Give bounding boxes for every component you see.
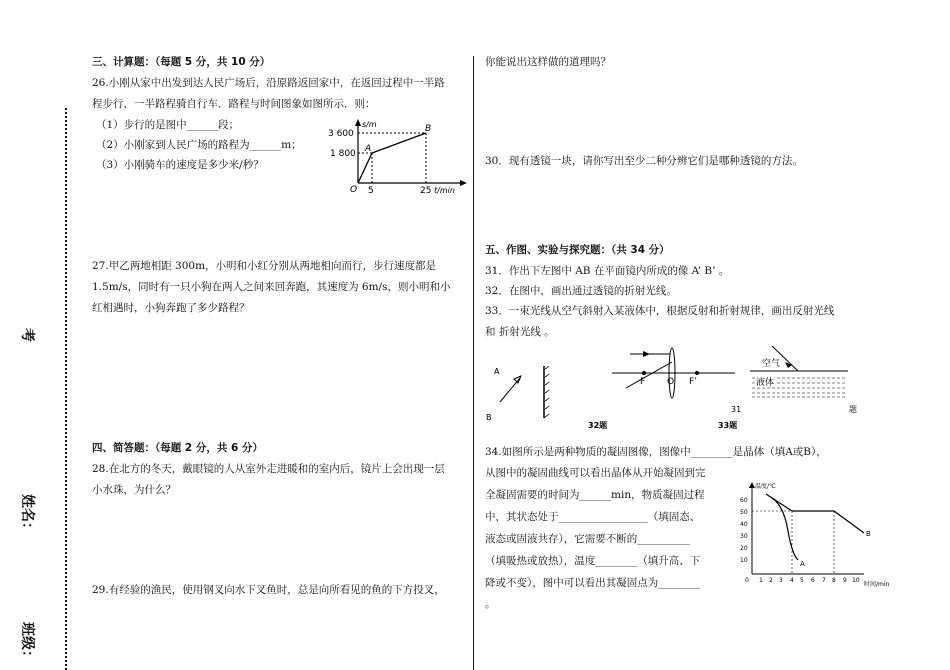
- q34-line7: 降或不变），图中可以看出其凝固点为________: [485, 577, 701, 589]
- fig32-focus-right: [695, 371, 699, 375]
- distance-time-graph: [328, 115, 468, 195]
- graph34-xtick-5: 5: [800, 577, 804, 584]
- graph26-xtick-25: 25: [420, 186, 432, 195]
- graph26-x-arrow: [460, 180, 467, 186]
- q33-line1: 33．一束光线从空气斜射入某液体中，根据反射和折射规律，画出反射光线: [485, 305, 835, 317]
- graph34-xtick-10: 10: [852, 577, 860, 584]
- graph34-label-b: B: [866, 530, 871, 538]
- graph34-xtick-2: 2: [769, 577, 773, 584]
- fig33-label-liquid: 液体: [756, 378, 775, 388]
- fig32-ray-focal: [626, 362, 675, 388]
- graph34-ytick-20: 20: [740, 545, 748, 552]
- fig31-label-a: A: [494, 367, 500, 376]
- caption-q31-num: 31: [731, 405, 742, 414]
- graph34-ytick-60: 60: [740, 497, 748, 504]
- q26-sub2: （2）小刚家到人民广场的路程为______m；: [96, 139, 302, 151]
- graph34-xtick-7: 7: [822, 577, 826, 584]
- graph26-x-label: t/min: [434, 186, 455, 195]
- q30-line1: 30．现有透镜一块，请你写出至少二种分辨它们是哪种透镜的方法。: [485, 155, 803, 167]
- side-label-class: 班级：: [19, 622, 35, 664]
- section-5-title: 五、作图、实验与探究题：（共 34 分）: [485, 244, 670, 256]
- graph26-xtick-5: 5: [368, 186, 374, 195]
- binding-dotted-line: [65, 108, 67, 670]
- fig32-focus-left: [642, 371, 646, 375]
- q29-line2: 你能说出这样做的道理吗？: [485, 56, 611, 68]
- q27-line1: 27.甲乙两地相距 300m，小明和小红分别从两地相向而行，步行速度都是: [92, 260, 437, 272]
- q28-line2: 小水珠，为什么？: [92, 484, 176, 496]
- q31-text: 31．作出下左图中 AB 在平面镜内所成的像 A’ B’ 。: [485, 265, 730, 277]
- side-label-name: 姓名：: [19, 494, 35, 536]
- graph26-ytick-3600: 3 600: [328, 129, 354, 139]
- graph34-xtick-0: 0: [745, 577, 749, 584]
- graph26-ytick-1800: 1 800: [330, 149, 356, 159]
- graph34-ytick-40: 40: [740, 521, 748, 528]
- graph34-ytick-30: 30: [740, 533, 748, 540]
- q26-line1: 26.小刚从家中出发到达人民广场后，沿原路返回家中，在返回过程中一半路: [92, 77, 445, 89]
- q27-line2: 1.5m/s，同时有一只小狗在两人之间来回奔跑，其速度为 6m/s，则小明和小: [92, 281, 451, 293]
- graph26-curve: [358, 133, 426, 183]
- q29-line1: 29.有经验的渔民，使用钢叉向水下叉鱼时，总是向所看见的鱼的下方投叉，: [92, 584, 445, 596]
- caption-q32: 32题: [588, 421, 608, 430]
- caption-q31-word: 题: [849, 405, 857, 414]
- graph34-y-label: 温度/℃: [755, 483, 776, 490]
- column-divider: [473, 56, 474, 670]
- graph26-y-label: s/m: [362, 120, 377, 129]
- q34-line3: 全凝固需要的时间为______min，物质凝固过程: [485, 489, 705, 501]
- fig31-label-b: B: [486, 413, 492, 422]
- graph26-y-arrow: [355, 119, 361, 126]
- optics-figures: [480, 340, 870, 432]
- graph34-xtick-4: 4: [790, 577, 794, 584]
- fig33-ray-arrow: [785, 362, 792, 368]
- graph34-xtick-6: 6: [811, 577, 815, 584]
- q34-line4: 中，其状态处于_________________（填固态、: [485, 511, 701, 523]
- fig32-label-o: O: [667, 377, 675, 387]
- fig32-label-f: F: [640, 377, 646, 387]
- fig33-label-air: 空气: [762, 359, 781, 369]
- q34-line8: 。: [485, 598, 496, 610]
- q32-text: 32．在图中，画出通过透镜的折射光线。: [485, 285, 677, 297]
- q26-sub3: （3）小刚骑车的速度是多少米/秒？: [96, 159, 264, 171]
- graph34-ytick-50: 50: [740, 509, 748, 516]
- graph34-x-label: 时间/min: [864, 581, 890, 588]
- q26-line2: 程步行，一半路程骑自行车．路程与时间图象如图所示．则：: [92, 98, 376, 110]
- graph34-curve-b: [766, 494, 864, 533]
- graph34-label-a: A: [800, 560, 805, 568]
- q33-line2: 和 折射光线 。: [485, 326, 555, 338]
- graph26-origin: O: [350, 185, 358, 195]
- graph34-xtick-3: 3: [779, 577, 783, 584]
- q28-line1: 28.在北方的冬天，戴眼镜的人从室外走进暖和的室内后，镜片上会出现一层: [92, 463, 445, 475]
- fig32-label-f2: F’: [689, 377, 698, 387]
- side-label-kao: 考: [19, 328, 35, 342]
- section-4-title: 四、简答题：（每题 2 分，共 6 分）: [92, 442, 263, 454]
- q34-line1: 34.如图所示是两种物质的凝固图像，图像中________是晶体（填A或B），: [485, 446, 827, 458]
- fig32-ray-arrow: [643, 351, 650, 357]
- fig31-arrowhead: [514, 376, 521, 383]
- q34-line2: 从图中的凝固曲线可以看出晶体从开始凝固到完: [485, 467, 706, 479]
- graph34-curve-a: [772, 498, 798, 560]
- section-3-title: 三、计算题：（每题 5 分，共 10 分）: [92, 56, 271, 68]
- graph34-xtick-1: 1: [759, 577, 763, 584]
- graph34-xtick-9: 9: [843, 577, 847, 584]
- solidification-graph: [736, 476, 906, 594]
- graph26-point-b: B: [425, 124, 432, 134]
- graph34-ytick-10: 10: [740, 557, 748, 564]
- q34-line5: 液态或固液共存），它需要不断的__________: [485, 533, 690, 545]
- q34-line6: （填吸热或放热），温度________（填升高、下: [485, 555, 701, 567]
- graph26-point-a: A: [365, 144, 372, 154]
- q27-line3: 红相遇时，小狗奔跑了多少路程？: [92, 302, 250, 314]
- caption-q33: 33题: [718, 421, 738, 430]
- q26-sub1: （1）步行的是图中______段；: [96, 119, 240, 131]
- graph34-xtick-8: 8: [832, 577, 836, 584]
